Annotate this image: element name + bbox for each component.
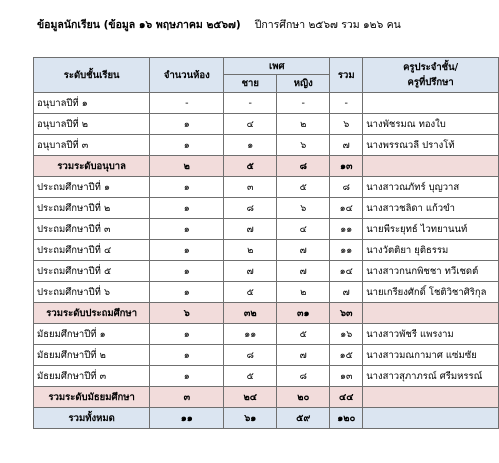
table-row bbox=[34, 177, 499, 198]
rooms-cell: ๑ bbox=[150, 135, 224, 156]
teacher-cell bbox=[363, 303, 499, 324]
teacher-cell: นางสาวชลิดา แก้วขำ bbox=[363, 198, 499, 219]
level-cell: ประถมศึกษาปีที่ ๕ bbox=[34, 261, 150, 282]
title-text: ข้อมูลนักเรียน (ข้อมูล ๑๖ พฤษภาคม ๒๕๖๗) bbox=[37, 19, 241, 31]
level-cell: ประถมศึกษาปีที่ ๖ bbox=[34, 282, 150, 303]
teacher-cell: นายเกรียงศักดิ์ โชติวิชาศิริกุล bbox=[363, 282, 499, 303]
female-cell: ๒๐ bbox=[277, 387, 330, 408]
level-cell: ประถมศึกษาปีที่ ๓ bbox=[34, 219, 150, 240]
table-row bbox=[34, 93, 499, 114]
female-cell: ๕๙ bbox=[277, 408, 330, 429]
header-total: รวม bbox=[330, 58, 363, 93]
table-row bbox=[34, 198, 499, 219]
table-header bbox=[34, 58, 499, 93]
male-cell: ๔ bbox=[224, 114, 277, 135]
total-cell: ๑๓ bbox=[330, 366, 363, 387]
rooms-cell: ๑ bbox=[150, 219, 224, 240]
rooms-cell: ๑ bbox=[150, 177, 224, 198]
total-cell: ๑๔ bbox=[330, 198, 363, 219]
female-cell: ๘ bbox=[277, 366, 330, 387]
level-cell: มัธยมศึกษาปีที่ ๑ bbox=[34, 324, 150, 345]
rooms-cell: ๒ bbox=[150, 156, 224, 177]
total-cell: ๗ bbox=[330, 135, 363, 156]
teacher-cell: นางสาวมณกามาศ แซ่มซัย bbox=[363, 345, 499, 366]
total-cell: ๑๕ bbox=[330, 345, 363, 366]
total-cell: ๖๓ bbox=[330, 303, 363, 324]
student-table bbox=[33, 57, 499, 429]
table-row bbox=[34, 114, 499, 135]
level-cell: มัธยมศึกษาปีที่ ๒ bbox=[34, 345, 150, 366]
rooms-cell: ๑ bbox=[150, 324, 224, 345]
female-cell: - bbox=[277, 93, 330, 114]
page-title bbox=[37, 16, 477, 33]
level-cell: รวมระดับอนุบาล bbox=[34, 156, 150, 177]
female-cell: ๗ bbox=[277, 261, 330, 282]
male-cell: ๒ bbox=[224, 240, 277, 261]
table-row bbox=[34, 135, 499, 156]
table-body bbox=[34, 93, 499, 429]
total-cell: ๑๑ bbox=[330, 240, 363, 261]
teacher-cell: นางสาวณภัทร์ บุญวาส bbox=[363, 177, 499, 198]
rooms-cell: ๑ bbox=[150, 261, 224, 282]
header-rooms: จำนวนห้อง bbox=[150, 58, 224, 93]
rooms-cell: ๑ bbox=[150, 198, 224, 219]
table-row bbox=[34, 240, 499, 261]
table-row bbox=[34, 261, 499, 282]
total-cell: ๗ bbox=[330, 282, 363, 303]
male-cell: ๕ bbox=[224, 282, 277, 303]
title-summary: ปีการศึกษา ๒๕๖๗ รวม ๑๒๖ คน bbox=[254, 19, 401, 31]
rooms-cell: ๑ bbox=[150, 366, 224, 387]
header-gender: เพศ bbox=[224, 58, 330, 75]
subtotal-row bbox=[34, 156, 499, 177]
total-cell: ๔๔ bbox=[330, 387, 363, 408]
female-cell: ๕ bbox=[277, 324, 330, 345]
male-cell: ๘ bbox=[224, 198, 277, 219]
table-row bbox=[34, 366, 499, 387]
level-cell: รวมระดับมัธยมศึกษา bbox=[34, 387, 150, 408]
male-cell: ๒๔ bbox=[224, 387, 277, 408]
subtotal-row bbox=[34, 387, 499, 408]
teacher-cell: นางสาวกนกพิชชา ทวีเชดต์ bbox=[363, 261, 499, 282]
total-cell: ๑๔ bbox=[330, 261, 363, 282]
teacher-cell: นางสาวพัชรี แพรงาม bbox=[363, 324, 499, 345]
teacher-cell bbox=[363, 93, 499, 114]
teacher-cell: นางสาวสุภาภรณ์ ศรีมหรรณ์ bbox=[363, 366, 499, 387]
rooms-cell: ๑๑ bbox=[150, 408, 224, 429]
male-cell: - bbox=[224, 93, 277, 114]
total-cell: ๑๓ bbox=[330, 156, 363, 177]
level-cell: อนุบาลปีที่ ๑ bbox=[34, 93, 150, 114]
female-cell: ๕ bbox=[277, 177, 330, 198]
total-cell: ๑๒๐ bbox=[330, 408, 363, 429]
header-male: ชาย bbox=[224, 75, 277, 93]
total-cell: ๖ bbox=[330, 114, 363, 135]
male-cell: ๗ bbox=[224, 261, 277, 282]
female-cell: ๓๑ bbox=[277, 303, 330, 324]
level-cell: มัธยมศึกษาปีที่ ๓ bbox=[34, 366, 150, 387]
female-cell: ๔ bbox=[277, 219, 330, 240]
rooms-cell: ๖ bbox=[150, 303, 224, 324]
subtotal-row bbox=[34, 303, 499, 324]
teacher-cell bbox=[363, 156, 499, 177]
male-cell: ๕ bbox=[224, 156, 277, 177]
teacher-cell: นางพรรณวลี ปรางโท้ bbox=[363, 135, 499, 156]
level-cell: อนุบาลปีที่ ๓ bbox=[34, 135, 150, 156]
female-cell: ๖ bbox=[277, 198, 330, 219]
rooms-cell: ๑ bbox=[150, 240, 224, 261]
teacher-cell: นายพีระยุทธ์ ไวทยานนท์ bbox=[363, 219, 499, 240]
header-teacher-line1: ครูประจำชั้น/ bbox=[403, 62, 459, 73]
total-cell: ๑๖ bbox=[330, 324, 363, 345]
teacher-cell bbox=[363, 408, 499, 429]
level-cell: ประถมศึกษาปีที่ ๔ bbox=[34, 240, 150, 261]
table-row bbox=[34, 219, 499, 240]
female-cell: ๗ bbox=[277, 345, 330, 366]
rooms-cell: ๓ bbox=[150, 387, 224, 408]
male-cell: ๖๑ bbox=[224, 408, 277, 429]
male-cell: ๓ bbox=[224, 177, 277, 198]
header-female: หญิง bbox=[277, 75, 330, 93]
teacher-cell: นางวัตติยา ยุติธรรม bbox=[363, 240, 499, 261]
total-cell: ๘ bbox=[330, 177, 363, 198]
male-cell: ๗ bbox=[224, 219, 277, 240]
total-cell: ๑๑ bbox=[330, 219, 363, 240]
level-cell: รวมทั้งหมด bbox=[34, 408, 150, 429]
header-teacher-line2: ครูที่ปรึกษา bbox=[407, 77, 454, 88]
female-cell: ๒ bbox=[277, 114, 330, 135]
level-cell: อนุบาลปีที่ ๒ bbox=[34, 114, 150, 135]
table-row bbox=[34, 324, 499, 345]
rooms-cell: - bbox=[150, 93, 224, 114]
level-cell: ประถมศึกษาปีที่ ๒ bbox=[34, 198, 150, 219]
teacher-cell: นางพัชรมณ ทองใบ bbox=[363, 114, 499, 135]
male-cell: ๓๒ bbox=[224, 303, 277, 324]
male-cell: ๕ bbox=[224, 366, 277, 387]
female-cell: ๗ bbox=[277, 240, 330, 261]
rooms-cell: ๑ bbox=[150, 282, 224, 303]
female-cell: ๖ bbox=[277, 135, 330, 156]
male-cell: ๘ bbox=[224, 345, 277, 366]
header-level: ระดับชั้นเรียน bbox=[34, 58, 150, 93]
total-cell: - bbox=[330, 93, 363, 114]
teacher-cell bbox=[363, 387, 499, 408]
table-row bbox=[34, 282, 499, 303]
header-teacher bbox=[363, 58, 499, 93]
grand-total-row bbox=[34, 408, 499, 429]
level-cell: ประถมศึกษาปีที่ ๑ bbox=[34, 177, 150, 198]
level-cell: รวมระดับประถมศึกษา bbox=[34, 303, 150, 324]
female-cell: ๘ bbox=[277, 156, 330, 177]
female-cell: ๒ bbox=[277, 282, 330, 303]
rooms-cell: ๑ bbox=[150, 345, 224, 366]
male-cell: ๑๑ bbox=[224, 324, 277, 345]
rooms-cell: ๑ bbox=[150, 114, 224, 135]
table-row bbox=[34, 345, 499, 366]
male-cell: ๑ bbox=[224, 135, 277, 156]
